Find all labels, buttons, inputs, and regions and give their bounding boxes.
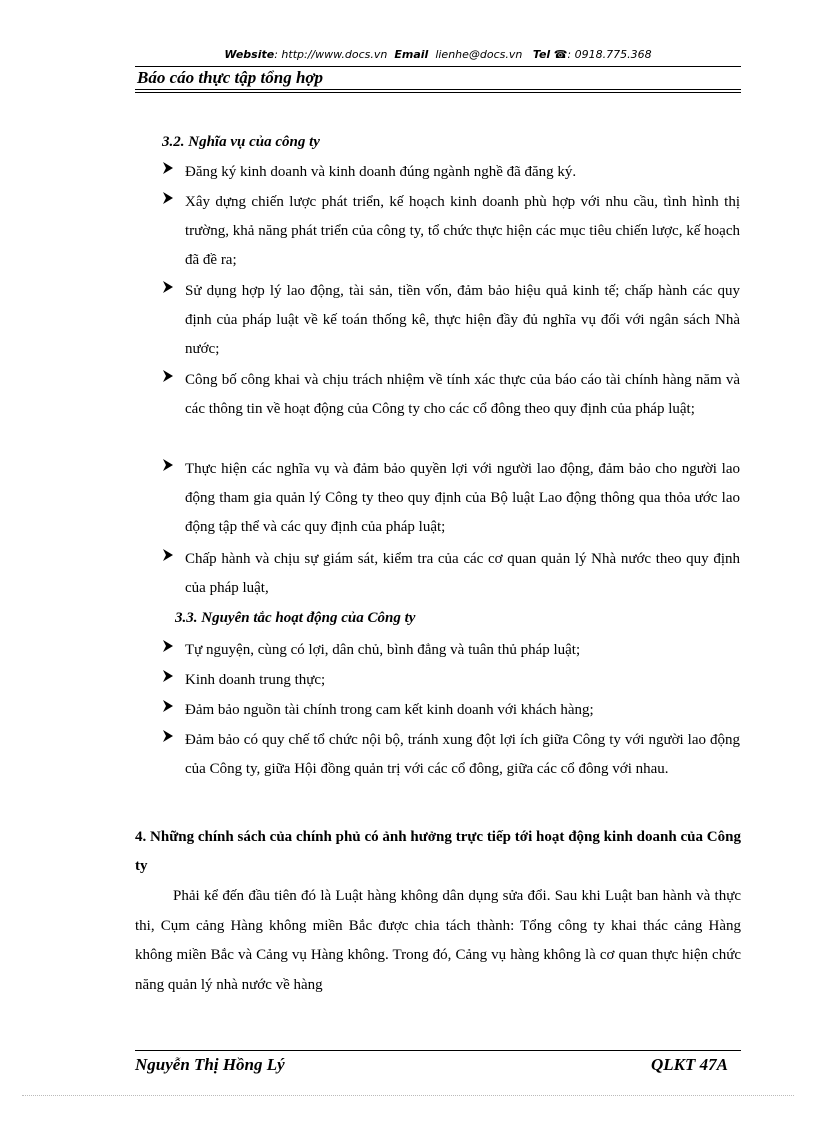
list-item-text: Kinh doanh trung thực; bbox=[185, 672, 326, 688]
arrow-bullet-icon bbox=[162, 548, 174, 562]
list-item-text: Thực hiện các nghĩa vụ và đảm bảo quyền lợi với người lao động, đảm bảo cho người lao động tham gia quản lý Công ty theo quy định của Bộ luật Lao động thông qua thỏa ước lao động tập thể và các quy định của pháp luật; bbox=[185, 461, 740, 535]
list-item-text: Đảm bảo có quy chế tổ chức nội bộ, tránh xung đột lợi ích giữa Công ty với người lao động của Công ty, giữa Hội đồng quản trị với các cổ đông, giữa các cổ đông với nhau. bbox=[185, 732, 740, 777]
list-item bbox=[162, 366, 740, 424]
list-item-text: Đảm bảo nguồn tài chính trong cam kết kinh doanh với khách hàng; bbox=[185, 702, 594, 718]
arrow-bullet-icon bbox=[162, 161, 174, 175]
page-header-contact bbox=[135, 48, 741, 61]
arrow-bullet-icon bbox=[162, 280, 174, 294]
email-label: Email bbox=[394, 48, 429, 61]
footer-class: QLKT 47A bbox=[651, 1055, 728, 1074]
arrow-bullet-icon bbox=[162, 729, 174, 743]
tel-value: : 0918.775.368 bbox=[567, 48, 652, 61]
section-4-paragraph: Phải kể đến đầu tiên đó là Luật hàng không dân dụng sửa đổi. Sau khi Luật ban hành và thực thi, Cụm cảng Hàng không miền Bắc được chia tách thành: Tổng công ty khai thác cảng Hàng không miền Bắc và Cảng vụ Hàng không. Trong đó, Cảng vụ hàng không là cơ quan thực hiện chức năng quản lý nhà nước về hàng bbox=[135, 888, 741, 993]
list-item bbox=[162, 726, 740, 784]
list-item bbox=[162, 696, 740, 725]
header-divider bbox=[135, 66, 741, 67]
list-item-text: Chấp hành và chịu sự giám sát, kiểm tra của các cơ quan quản lý Nhà nước theo quy định của pháp luật, bbox=[185, 551, 740, 596]
header-rule-thick bbox=[135, 89, 741, 90]
report-title: Báo cáo thực tập tổng hợp bbox=[137, 68, 324, 87]
phone-icon: ☎ bbox=[553, 48, 568, 61]
list-item bbox=[162, 158, 740, 187]
arrow-bullet-icon bbox=[162, 369, 174, 383]
tel-label: Tel bbox=[532, 48, 551, 61]
section-3-3-title: 3.3. Nguyên tắc hoạt động của Công ty bbox=[175, 610, 416, 626]
arrow-bullet-icon bbox=[162, 699, 174, 713]
list-item bbox=[162, 666, 740, 695]
section-3-2-title: 3.2. Nghĩa vụ của công ty bbox=[162, 134, 320, 150]
arrow-bullet-icon bbox=[162, 191, 174, 205]
list-item bbox=[162, 455, 740, 542]
footer-author: Nguyễn Thị Hồng Lý bbox=[135, 1055, 285, 1074]
website-value: : http://www.docs.vn bbox=[274, 48, 388, 61]
email-value: lienhe@docs.vn bbox=[435, 48, 523, 61]
list-item bbox=[162, 636, 740, 665]
list-item-text: Đăng ký kinh doanh và kinh doanh đúng ngành nghề đã đăng ký. bbox=[185, 164, 577, 180]
list-item bbox=[162, 277, 740, 364]
website-label: Website bbox=[224, 48, 275, 61]
list-item bbox=[162, 545, 740, 603]
footer-divider bbox=[135, 1050, 741, 1051]
section-4-heading: 4. Những chính sách của chính phủ có ảnh hưởng trực tiếp tới hoạt động kinh doanh của Công ty bbox=[135, 829, 741, 874]
list-item-text: Sử dụng hợp lý lao động, tài sản, tiền vốn, đảm bảo hiệu quả kinh tế; chấp hành các quy định của pháp luật về kế toán thống kê, thực hiện đầy đủ nghĩa vụ đối với ngân sách Nhà nước; bbox=[185, 283, 740, 357]
arrow-bullet-icon bbox=[162, 458, 174, 472]
arrow-bullet-icon bbox=[162, 669, 174, 683]
list-item-text: Công bố công khai và chịu trách nhiệm về tính xác thực của báo cáo tài chính hàng năm và các thông tin về hoạt động của Công ty cho các cổ đông theo quy định của pháp luật; bbox=[185, 372, 740, 417]
list-item bbox=[162, 188, 740, 275]
list-item-text: Xây dựng chiến lược phát triển, kế hoạch kinh doanh phù hợp với nhu cầu, tình hình thị trường, khả năng phát triển của công ty, tổ chức thực hiện các mục tiêu chiến lược, kế hoạch đã đề ra; bbox=[185, 194, 740, 268]
header-rule-thin bbox=[135, 92, 741, 93]
arrow-bullet-icon bbox=[162, 639, 174, 653]
list-item-text: Tự nguyện, cùng có lợi, dân chủ, bình đẳng và tuân thủ pháp luật; bbox=[185, 642, 581, 658]
page-bottom-dotted-border bbox=[22, 1095, 794, 1096]
